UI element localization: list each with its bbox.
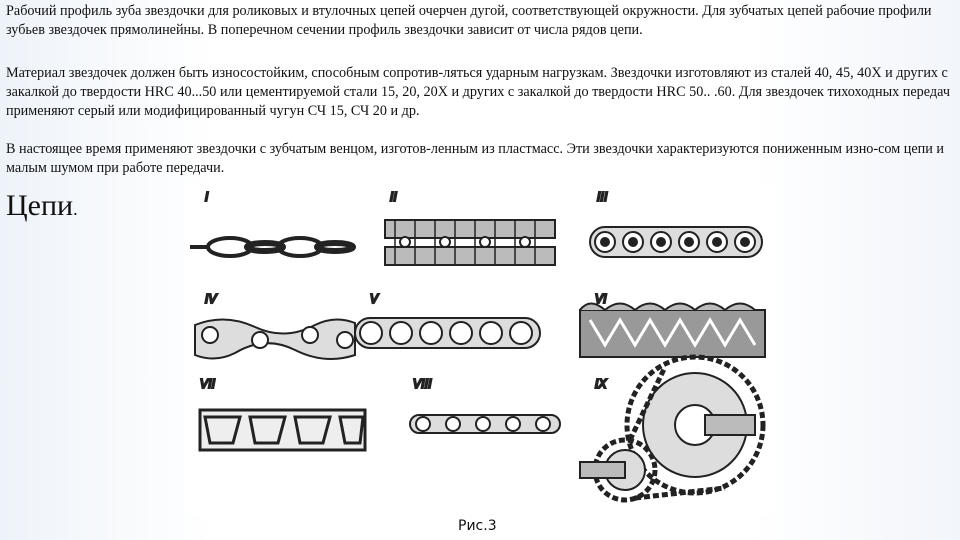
figure-label-4: IV (205, 292, 217, 306)
figure-label-7: VII (200, 377, 216, 391)
heading-text: Цепи (6, 189, 74, 222)
figure-caption: Рис.3 (458, 518, 497, 534)
figure-label-3: III (597, 190, 608, 204)
bush-roller-chain (355, 318, 540, 348)
chain-drive (580, 357, 763, 500)
round-link-chain (190, 238, 353, 256)
long-pitch-chain (410, 415, 560, 433)
heading-dot: . (73, 199, 78, 219)
figure-label-2: II (390, 190, 398, 204)
plate-chain (385, 220, 555, 265)
detachable-chain (200, 410, 365, 450)
roller-chain (590, 227, 762, 257)
figure-label-1: I (205, 190, 209, 204)
section-heading (6, 189, 78, 226)
paragraph-sprocket-material: Материал звездочек должен быть износостойким, способным сопротив-ляться ударным нагрузкам. Звездочки изготовляют из сталей 40, 45, 40Х и других с закалкой до твердости HRC 40...50 или цементируемой стали 15, 20, 20Х и других с закалкой до твердости HRC 50.. .60. Для звездочек тихоходных передач применяют серый или модифицированный чугун СЧ 15, СЧ 20 и др. (6, 65, 950, 119)
figure-label-9: IX (595, 377, 607, 391)
toothed-chain (580, 304, 765, 358)
figure-label-8: VIII (413, 377, 432, 391)
cranked-link-chain (195, 319, 355, 359)
figure-label-6: VI (595, 292, 607, 306)
chain-types-figure (185, 185, 775, 515)
paragraph-sprocket-profile: Рабочий профиль зуба звездочки для роликовых и втулочных цепей очерчен дугой, соответствующей окружности. Для зубчатых цепей рабочие профили зубьев звездочек прямолинейны. В поперечном сечении профиль звездочки зависит от числа рядов цепи. (6, 3, 932, 38)
paragraph-plastic-sprockets: В настоящее время применяют звездочки с зубчатым венцом, изготов-ленным из пластмасс. Эти звездочки характеризуются пониженным изно-сом цепи и малым шумом при работе передачи. (6, 141, 944, 176)
figure-label-5: V (370, 292, 379, 306)
